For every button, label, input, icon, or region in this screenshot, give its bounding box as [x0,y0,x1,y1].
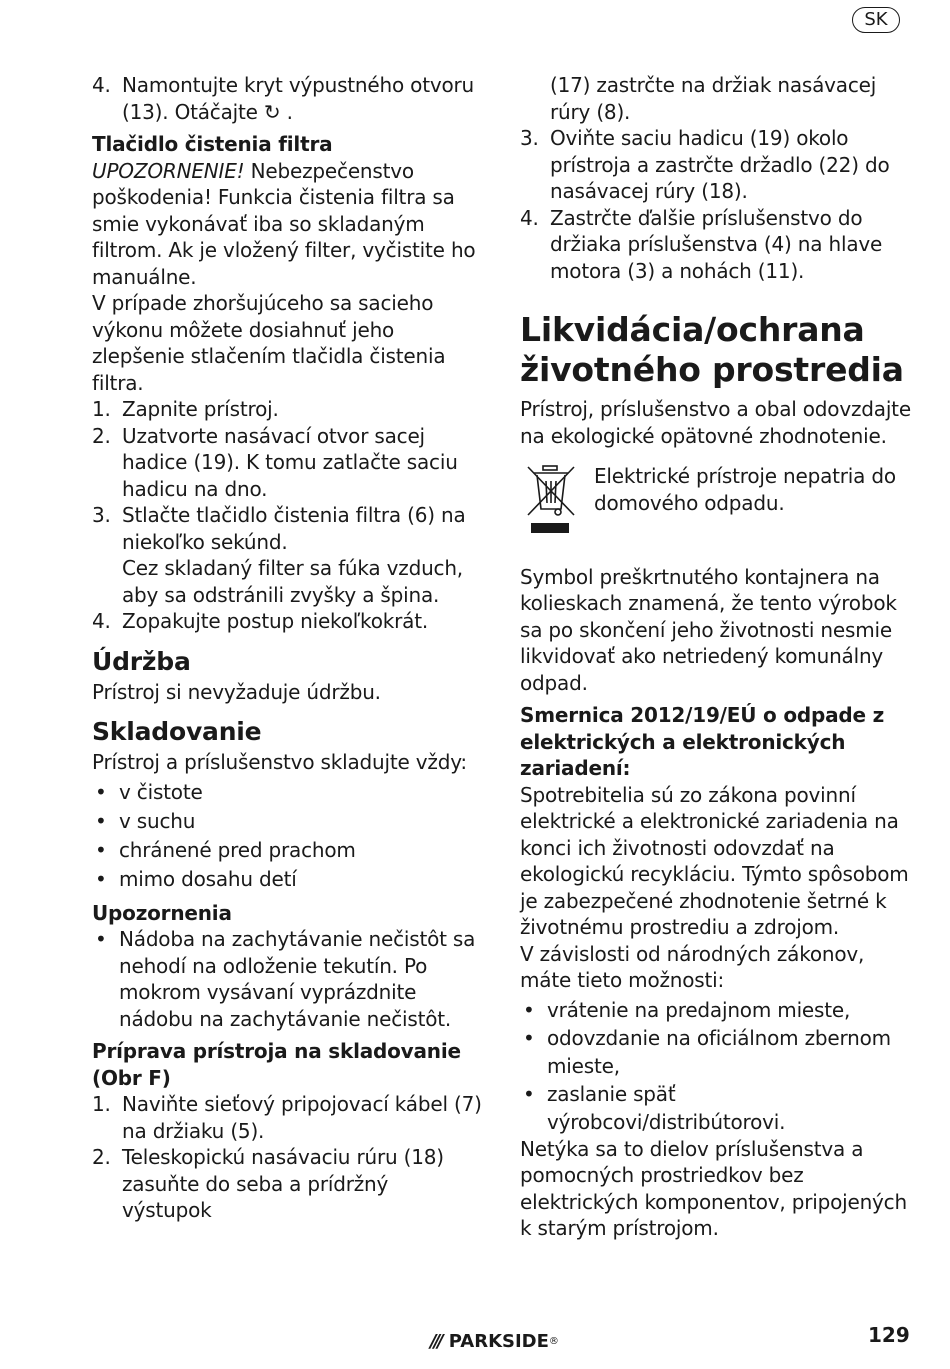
prep-steps [92,1091,482,1224]
list-item [92,423,482,503]
bullet-icon: • [95,866,107,891]
list-text: Uzatvorte nasávací otvor sacej hadice (19). K tomu zatlačte saciu hadicu na dno. [122,423,458,501]
list-text: Zastrčte ďalšie príslušenstvo do držiaka príslušenstva (4) na hlave motora (3) a nohách (11). [550,205,883,283]
language-badge: SK [852,7,900,33]
filter-cleaning-heading: Tlačidlo čistenia filtra [92,132,333,156]
storage-intro: Prístroj a príslušenstvo skladujte vždy: [92,750,467,774]
list-item [92,72,482,125]
prep-steps-continued [520,125,912,284]
bullet-icon: • [523,1081,535,1106]
list-item [92,926,482,1032]
right-column [520,72,912,1242]
directive-heading: Smernica 2012/19/EÚ o odpade z elektrických a elektronických zariadení: [520,703,885,780]
list-text: Zopakujte postup niekoľkokrát. [122,609,429,633]
list-item [92,778,482,807]
list-text: Teleskopickú nasávaciu rúru (18) zasuňte do seba a prídržný výstupok [122,1145,444,1222]
list-text: v suchu [119,808,196,833]
registered-mark: ® [548,1335,559,1347]
list-number: 4. [92,73,111,97]
list-number: 4. [92,609,111,633]
bullet-icon: • [95,808,107,833]
options-intro: V závislosti od národných zákonov, máte tieto možnosti: [520,941,865,992]
step-note: Cez skladaný filter sa fúka vzduch, aby sa odstránili zvyšky a špina. [122,556,463,607]
page-number: 129 [868,1323,910,1347]
list-item [92,608,482,635]
list-number: 2. [92,1145,111,1169]
list-item [92,836,482,865]
warning-text: Nebezpečenstvo poškodenia! Funkcia čistenia filtra sa smie vykonávať iba so skladaným filtrom. Ak je vložený filter, vyčistite ho manuálne. [92,158,476,289]
bullet-icon: • [95,779,107,804]
step-continuation: (17) zastrčte na držiak nasávacej rúry (8). [550,73,877,124]
weee-text: Elektrické prístroje nepatria do domového odpadu. [594,464,896,515]
list-item [92,1144,482,1224]
list-item [92,396,482,423]
maintenance-heading: Údržba [92,646,191,676]
list-item [520,1024,912,1080]
list-text: zaslanie späť výrobcovi/distribútorovi. [547,1081,786,1134]
list-item [92,865,482,894]
list-item [92,807,482,836]
list-text: Namontujte kryt výpustného otvoru (13). Otáčajte ↻ . [122,73,475,124]
list-text: mimo dosahu detí [119,866,297,891]
bullet-icon: • [523,997,535,1022]
list-text: odovzdanie na oficiálnom zbernom mieste, [547,1025,891,1078]
list-number: 1. [92,397,111,421]
notes-list [92,926,482,1032]
left-column [92,72,482,1224]
list-item [520,1080,912,1136]
maintenance-text: Prístroj si nevyžaduje údržbu. [92,679,381,704]
brand-name: PARKSIDE [448,1330,549,1352]
list-number: 4. [520,205,539,230]
list-number: 1. [92,1092,111,1116]
list-text: vrátenie na predajnom mieste, [547,997,851,1022]
symbol-explanation: Symbol preškrtnutého kontajnera na kolieskach znamená, že tento výrobok sa po skončení jeho životnosti nesmie likvidovať ako netriedený komunálny odpad. [520,564,897,695]
list-item [520,125,912,205]
filter-intro: V prípade zhoršujúceho sa sacieho výkonu môžete dosiahnuť jeho zlepšenie stlačením tlačidla čistenia filtra. [92,291,446,395]
list-number: 2. [92,423,111,448]
directive-text: Spotrebitelia sú zo zákona povinní elektrické a elektronické zariadenia na konci ich životnosti odovzdať na ekologickú recykláciu. Týmto spôsobom je zabezpečené zhodnotenie šetrné k životnému prostrediu a zdrojom. [520,782,909,939]
warning-label: UPOZORNENIE! [92,158,245,183]
disposal-intro: Prístroj, príslušenstvo a obal odovzdajte na ekologické opätovné zhodnotenie. [520,397,911,448]
list-item [92,502,482,555]
list-text: v čistote [119,779,203,804]
storage-list [92,778,482,894]
list-number: 3. [520,126,539,150]
list-item [520,996,912,1024]
list-text: Stlačte tlačidlo čistenia filtra (6) na niekoľko sekúnd. [122,503,466,554]
logo-mark: /// [430,1330,441,1352]
list-text: Nádoba na zachytávanie nečistôt sa nehodí na odloženie tekutín. Po mokrom vysávaní vyprázdnite nádobu na zachytávanie nečistôt. [119,927,476,1031]
list-text: Zapnite prístroj. [122,397,279,421]
storage-prep-heading: Príprava prístroja na skladovanie (Obr F) [92,1039,461,1090]
notes-heading: Upozornenia [92,900,232,925]
filter-warning [92,158,482,291]
list-item [92,1091,482,1144]
list-number: 3. [92,503,111,527]
list-text: chránené pred prachom [119,837,356,862]
disposal-heading: Likvidácia/ochrana životného prostredia [520,310,904,389]
filter-steps [92,396,482,555]
storage-heading: Skladovanie [92,717,262,746]
list-text: Naviňte sieťový pripojovací kábel (7) na držiaku (5). [122,1092,482,1143]
bullet-icon: • [95,837,107,862]
list-item [520,205,912,285]
list-text: Oviňte saciu hadicu (19) okolo prístroja a zastrčte držadlo (22) do nasávacej rúry (18). [550,126,890,203]
bullet-icon: • [523,1025,535,1050]
weee-notice [520,463,912,542]
options-list [520,996,912,1136]
parkside-logo [430,1329,559,1353]
bullet-icon: • [95,927,107,951]
crossed-bin-icon [526,463,590,542]
closing-text: Netýka sa to dielov príslušenstva a pomocných prostriedkov bez elektrických komponentov, pripojených k starým prístrojom. [520,1136,907,1240]
